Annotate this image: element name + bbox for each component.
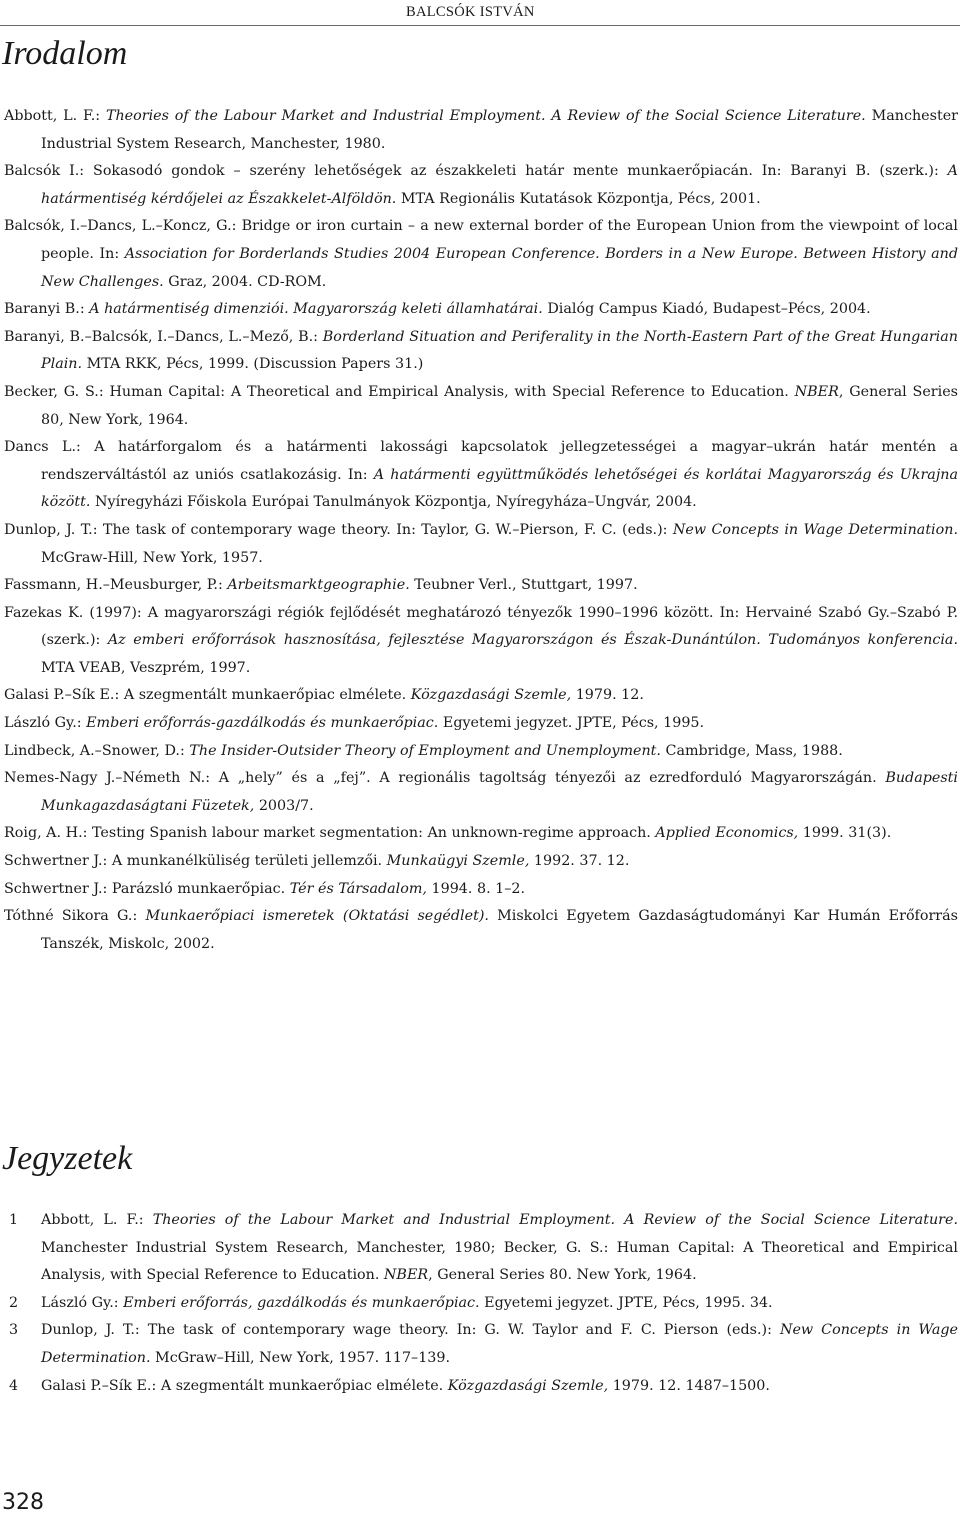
text-segment: Cambridge, Mass, 1988.: [660, 742, 843, 759]
text-segment: MTA RKK, Pécs, 1999. (Discussion Papers 31.): [82, 356, 424, 373]
text-segment: Teubner Verl., Stuttgart, 1997.: [409, 577, 638, 594]
text-segment: Tóthné Sikora G.:: [4, 908, 146, 925]
reference-entry: [4, 848, 958, 876]
references-heading: Irodalom: [2, 35, 128, 72]
text-segment: 1994. 8. 1–2.: [426, 880, 526, 897]
italic-title-segment: New Concepts in Wage Determination.: [672, 521, 958, 538]
italic-title-segment: Arbeitsmarktgeographie.: [227, 577, 410, 594]
text-segment: 1979. 12.: [571, 687, 644, 704]
text-segment: MTA Regionális Kutatások Központja, Pécs, 2001.: [396, 190, 761, 207]
italic-title-segment: Association for Borderlands Studies 2004 European Conference. Borders in a New Europe. Between History and New Challenges.: [41, 245, 958, 290]
note-entry: [9, 1373, 958, 1401]
text-segment: 1992. 37. 12.: [529, 853, 630, 870]
italic-title-segment: Budapesti Munkagazdaságtani Füzetek,: [41, 770, 958, 814]
italic-title-segment: A határmenti együttműködés lehetőségei és korlátai Magyarország és Ukrajna között.: [41, 466, 958, 511]
text-segment: 1979. 12. 1487–1500.: [608, 1377, 770, 1394]
text-segment: Dialóg Campus Kiadó, Budapest–Pécs, 2004.: [542, 301, 871, 318]
reference-entry: [4, 324, 958, 379]
text-segment: Manchester Industrial System Research, Manchester, 1980.: [41, 108, 959, 152]
italic-title-segment: Emberi erőforrás, gazdálkodás és munkaerőpiac.: [123, 1294, 480, 1311]
note-entry: [9, 1317, 958, 1372]
reference-entry: [4, 434, 958, 517]
text-segment: , General Series 80, New York, 1964.: [41, 383, 958, 428]
italic-title-segment: A határmentiség dimenziói. Magyarország keleti államhatárai.: [89, 301, 543, 318]
reference-entry: [4, 379, 958, 434]
italic-title-segment: NBER: [383, 1267, 429, 1284]
note-number: 2: [9, 1294, 19, 1311]
running-header: [0, 0, 960, 30]
reference-entry: [4, 820, 958, 848]
text-segment: 2003/7.: [254, 797, 314, 814]
text-segment: MTA VEAB, Veszprém, 1997.: [41, 659, 251, 676]
note-entry: [9, 1207, 958, 1290]
text-segment: Egyetemi jegyzet. JPTE, Pécs, 1995. 34.: [479, 1294, 773, 1311]
italic-title-segment: Emberi erőforrás-gazdálkodás és munkaerőpiac.: [86, 715, 439, 732]
text-segment: Schwertner J.: Parázsló munkaerőpiac.: [4, 880, 290, 897]
notes-list: [9, 1207, 958, 1400]
italic-title-segment: Applied Economics,: [655, 825, 799, 842]
reference-entry: [4, 903, 958, 958]
note-number: 4: [9, 1377, 19, 1394]
reference-entry: [4, 158, 958, 213]
text-segment: Baranyi, B.–Balcsók, I.–Dancs, L.–Mező, B.:: [4, 328, 323, 345]
page-number: 328: [2, 1490, 44, 1515]
italic-title-segment: Közgazdasági Szemle,: [410, 687, 572, 704]
text-segment: Fassmann, H.–Meusburger, P.:: [4, 577, 228, 594]
text-segment: Schwertner J.: A munkanélküliség területi jellemzői.: [4, 853, 387, 870]
text-segment: Manchester Industrial System Research, Manchester, 1980; Becker, G. S.: Human Capital: A Theoretical and Empirical Analysis, with Special Reference to Education.: [41, 1239, 958, 1284]
italic-title-segment: Tér és Társadalom,: [289, 880, 427, 897]
reference-entry: [4, 103, 958, 158]
reference-entry: [4, 600, 958, 683]
italic-title-segment: NBER: [794, 383, 839, 400]
reference-list: [4, 103, 958, 958]
reference-entry: [4, 296, 958, 324]
text-segment: Miskolci Egyetem Gazdaságtudományi Kar Humán Erőforrás Tanszék, Miskolc, 2002.: [41, 908, 958, 952]
text-segment: Nyíregyházi Főiskola Európai Tanulmányok Központja, Nyíregyháza–Ungvár, 2004.: [90, 494, 697, 511]
text-segment: Baranyi B.:: [4, 301, 90, 318]
text-segment: Abbott, L. F.:: [4, 108, 106, 124]
italic-title-segment: Borderland Situation and Periferality in the North-Eastern Part of the Great Hungarian Plain.: [41, 328, 958, 373]
running-header-author: BALCSÓK ISTVÁN: [406, 4, 535, 20]
text-segment: Fazekas K. (1997): A magyarországi régiók fejlődését meghatározó tényezők 1990–1996 között. In: Hervainé Szabó Gy.–Szabó P. (szerk.):: [4, 604, 958, 649]
italic-title-segment: Az emberi erőforrások hasznosítása, fejlesztése Magyarországon és Észak-Dunántúlon. Tudományos konferencia.: [107, 632, 958, 649]
reference-entry: [4, 517, 958, 572]
text-segment: Graz, 2004. CD-ROM.: [163, 273, 327, 290]
text-segment: Dunlop, J. T.: The task of contemporary wage theory. In: Taylor, G. W.–Pierson, F. C. (eds.):: [4, 521, 673, 538]
reference-entry: [4, 682, 958, 710]
italic-title-segment: Theories of the Labour Market and Industrial Employment. A Review of the Social Science Literature.: [152, 1212, 958, 1228]
text-segment: Lindbeck, A.–Snower, D.:: [4, 742, 190, 759]
reference-entry: [4, 213, 958, 296]
note-number: 3: [9, 1322, 19, 1339]
italic-title-segment: The Insider-Outsider Theory of Employment and Unemployment.: [189, 742, 661, 759]
italic-title-segment: A határmentiség kérdőjelei az Északkelet-Alföldön.: [41, 163, 958, 207]
text-segment: Balcsók I.: Sokasodó gondok – szerény lehetőségek az északkeleti határ mente munkaerőpiacán. In: Baranyi B. (szerk.):: [4, 163, 948, 180]
reference-entry: [4, 765, 958, 820]
italic-title-segment: Munkaügyi Szemle,: [386, 853, 530, 870]
text-segment: Abbott, L. F.:: [41, 1212, 153, 1228]
text-segment: Galasi P.–Sík E.: A szegmentált munkaerőpiac elmélete.: [41, 1377, 448, 1394]
header-rule: [0, 25, 960, 26]
text-segment: McGraw-Hill, New York, 1957.: [41, 549, 263, 566]
text-segment: Balcsók, I.–Dancs, L.–Koncz, G.: Bridge or iron curtain – a new external border of the European Union from the viewpoint of local people. In:: [4, 218, 958, 262]
text-segment: Galasi P.–Sík E.: A szegmentált munkaerőpiac elmélete.: [4, 687, 411, 704]
italic-title-segment: Munkaerőpiaci ismeretek (Oktatási segédlet).: [145, 908, 489, 925]
note-entry: [9, 1290, 958, 1318]
text-segment: Nemes-Nagy J.–Németh N.: A „hely” és a „fej”. A regionális tagoltság tényezői az ezredforduló Magyarországán.: [4, 770, 886, 787]
text-segment: 1999. 31(3).: [798, 825, 892, 842]
reference-entry: [4, 738, 958, 766]
text-segment: Egyetemi jegyzet. JPTE, Pécs, 1995.: [438, 715, 705, 732]
text-segment: László Gy.:: [4, 715, 87, 732]
text-segment: Dunlop, J. T.: The task of contemporary wage theory. In: G. W. Taylor and F. C. Pierson (eds.):: [41, 1322, 780, 1339]
italic-title-segment: Közgazdasági Szemle,: [447, 1377, 609, 1394]
reference-entry: [4, 572, 958, 600]
note-number: 1: [9, 1212, 19, 1228]
italic-title-segment: New Concepts in Wage Determination.: [41, 1322, 958, 1366]
reference-entry: [4, 876, 958, 904]
text-segment: László Gy.:: [41, 1294, 124, 1311]
text-segment: , General Series 80. New York, 1964.: [428, 1267, 697, 1284]
text-segment: Roig, A. H.: Testing Spanish labour market segmentation: An unknown-regime approach.: [4, 825, 656, 842]
italic-title-segment: Theories of the Labour Market and Industrial Employment. A Review of the Social Science Literature.: [105, 108, 866, 124]
text-segment: McGraw–Hill, New York, 1957. 117–139.: [150, 1349, 451, 1366]
notes-heading: Jegyzetek: [2, 1140, 133, 1177]
text-segment: Becker, G. S.: Human Capital: A Theoretical and Empirical Analysis, with Special Reference to Education.: [4, 383, 795, 400]
reference-entry: [4, 710, 958, 738]
text-segment: Dancs L.: A határforgalom és a határmenti lakossági kapcsolatok jellegzetességei a magyar–ukrán határ mentén a rendszerváltástól az uniós csatlakozásig. In:: [4, 439, 958, 483]
